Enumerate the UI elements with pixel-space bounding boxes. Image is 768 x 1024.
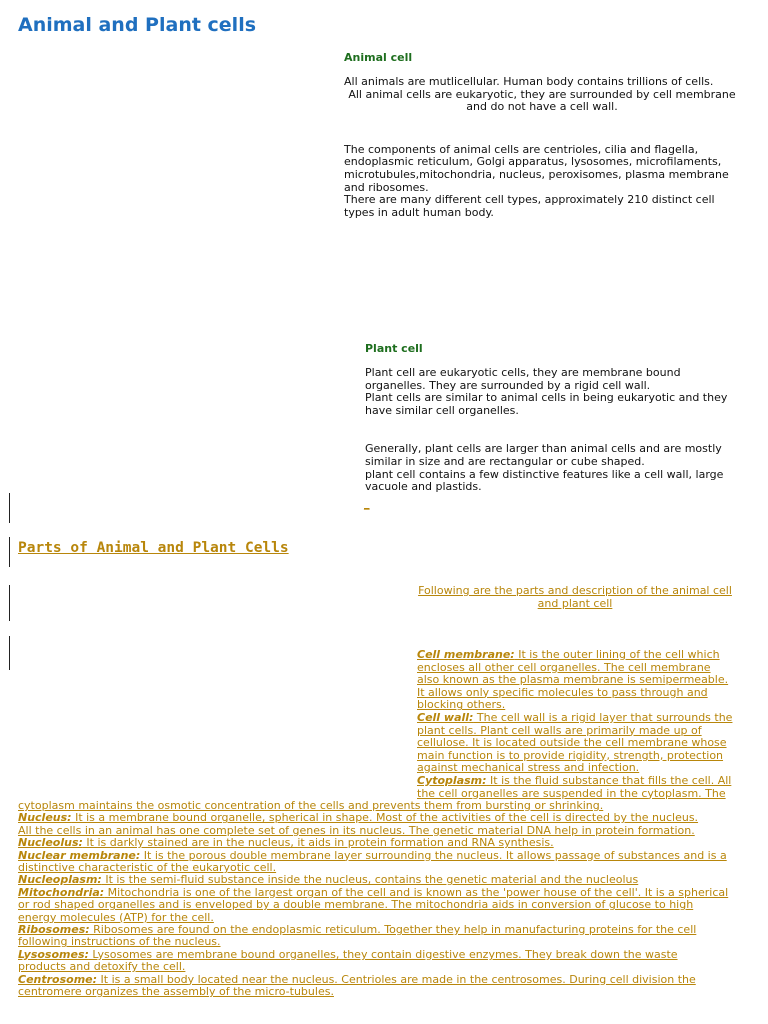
part-entry[interactable] bbox=[417, 775, 735, 800]
part-description: Lysosomes are membrane bound organelles, they contain digestive enzymes. They break down the waste products and detoxify the cell. bbox=[18, 947, 678, 974]
parts-list-narrow[interactable] bbox=[417, 649, 735, 800]
animal-intro-line: All animals are mutlicellular. Human body contains trillions of cells. bbox=[344, 75, 714, 88]
part-description: It is the outer lining of the cell which encloses all other cell organelles. The cell membrane also known as the plasma membrane is semipermeable. It allows only specific molecules to pass through and blocking others. bbox=[417, 648, 729, 712]
part-term: Cell membrane: bbox=[417, 648, 515, 661]
animal-components-text: The components of animal cells are centrioles, cilia and flagella, endoplasmic reticulum, Golgi apparatus, lysosomes, microfilaments, microtubules,mitochondria, nucleus, peroxisomes, plasma membrane and ribosomes. There are many different cell types, approximately 210 distinct cell types in adult human body. bbox=[344, 142, 729, 219]
part-entry[interactable] bbox=[18, 924, 734, 949]
part-description: It is the porous double membrane layer surrounding the nucleus. It allows passage of substances and is a distinctive characteristic of the eukaryotic cell. bbox=[18, 848, 727, 875]
margin-bar bbox=[9, 493, 10, 523]
part-description: It is the fluid substance that fills the cell. All the cell organelles are suspended in the cytoplasm. The bbox=[417, 773, 732, 800]
part-description: It is a membrane bound organelle, spherical in shape. Most of the activities of the cell is directed by the nucleus. All the cells in an animal has one complete set of genes in its nucleus. The genetic material DNA help in protein formation. bbox=[18, 811, 699, 837]
parts-heading-link[interactable]: Parts of Animal and Plant Cells bbox=[18, 540, 289, 556]
margin-bar bbox=[9, 585, 10, 621]
page-title: Animal and Plant cells bbox=[18, 14, 257, 36]
part-term: Cytoplasm: bbox=[417, 773, 487, 787]
part-term: Nucleus: bbox=[18, 811, 72, 825]
part-term: Cell wall: bbox=[417, 710, 474, 724]
part-entry[interactable] bbox=[18, 850, 734, 875]
part-term: Mitochondria: bbox=[18, 885, 105, 899]
part-description: Mitochondria is one of the largest organ of the cell and is known as the 'power house of the cell'. It is a spherical or rod shaped organelles and is enveloped by a double membrane. The mitochondria aids in conversion of glucose to high energy molecules (ATP) for the cell. bbox=[18, 885, 729, 924]
part-description: It is darkly stained are in the nucleus, it aids in protein formation and RNA synthesis. bbox=[82, 836, 554, 850]
cytoplasm-continuation[interactable]: cytoplasm maintains the osmotic concentration of the cells and prevents them from bursting or shrinking. bbox=[18, 799, 604, 812]
animal-eukaryotic-text: All animal cells are eukaryotic, they are surrounded by cell membrane and do not have a cell wall. bbox=[348, 87, 736, 114]
animal-cell-heading: Animal cell bbox=[344, 51, 413, 64]
part-term: Nucleolus: bbox=[18, 836, 83, 850]
margin-bar bbox=[9, 537, 10, 567]
part-entry[interactable] bbox=[18, 887, 734, 924]
part-term: Lysosomes: bbox=[18, 947, 89, 961]
plant-intro-text: Plant cell are eukaryotic cells, they are membrane bound organelles. They are surrounded by a rigid cell wall. Plant cells are similar to animal cells in being eukaryotic and they have similar cell organelles. bbox=[365, 366, 728, 417]
parts-intro-link[interactable]: Following are the parts and description of the animal cell and plant cell bbox=[418, 584, 732, 610]
plant-cell-section bbox=[365, 342, 735, 494]
part-term: Ribosomes: bbox=[18, 923, 90, 937]
part-entry[interactable] bbox=[417, 712, 735, 775]
parts-list-wide[interactable] bbox=[18, 800, 734, 999]
animal-cell-section bbox=[344, 51, 740, 219]
part-term: Nuclear membrane: bbox=[18, 848, 141, 862]
part-description: It is the semi-fluid substance inside the nucleus, contains the genetic material and the nucleolus bbox=[101, 873, 639, 887]
part-term: Nucleoplasm: bbox=[18, 873, 102, 887]
margin-bar bbox=[9, 636, 10, 670]
part-term: Centrosome: bbox=[18, 972, 98, 986]
underscore-link[interactable]: _ bbox=[364, 497, 370, 510]
part-entry[interactable] bbox=[18, 812, 734, 837]
part-description: It is a small body located near the nucleus. Centrioles are made in the centrosomes. During cell division the centromere organizes the assembly of the micro-tubules. bbox=[18, 972, 696, 999]
part-entry[interactable] bbox=[18, 949, 734, 974]
part-entry[interactable] bbox=[18, 974, 734, 999]
part-description: The cell wall is a rigid layer that surrounds the plant cells. Plant cell walls are primarily made up of cellulose. It is located outside the cell membrane whose main function is to provide rigidity, strength, protection against mechanical stress and infection. bbox=[417, 710, 733, 775]
plant-features-text: Generally, plant cells are larger than animal cells and are mostly similar in size and are rectangular or cube shaped. plant cell contains a few distinctive features like a cell wall, large vacuole and plastids. bbox=[365, 442, 724, 494]
part-description: Ribosomes are found on the endoplasmic reticulum. Together they help in manufacturing proteins for the cell following instructions of the nucleus. bbox=[18, 923, 697, 949]
plant-cell-heading: Plant cell bbox=[365, 342, 423, 355]
part-entry[interactable] bbox=[417, 649, 735, 712]
